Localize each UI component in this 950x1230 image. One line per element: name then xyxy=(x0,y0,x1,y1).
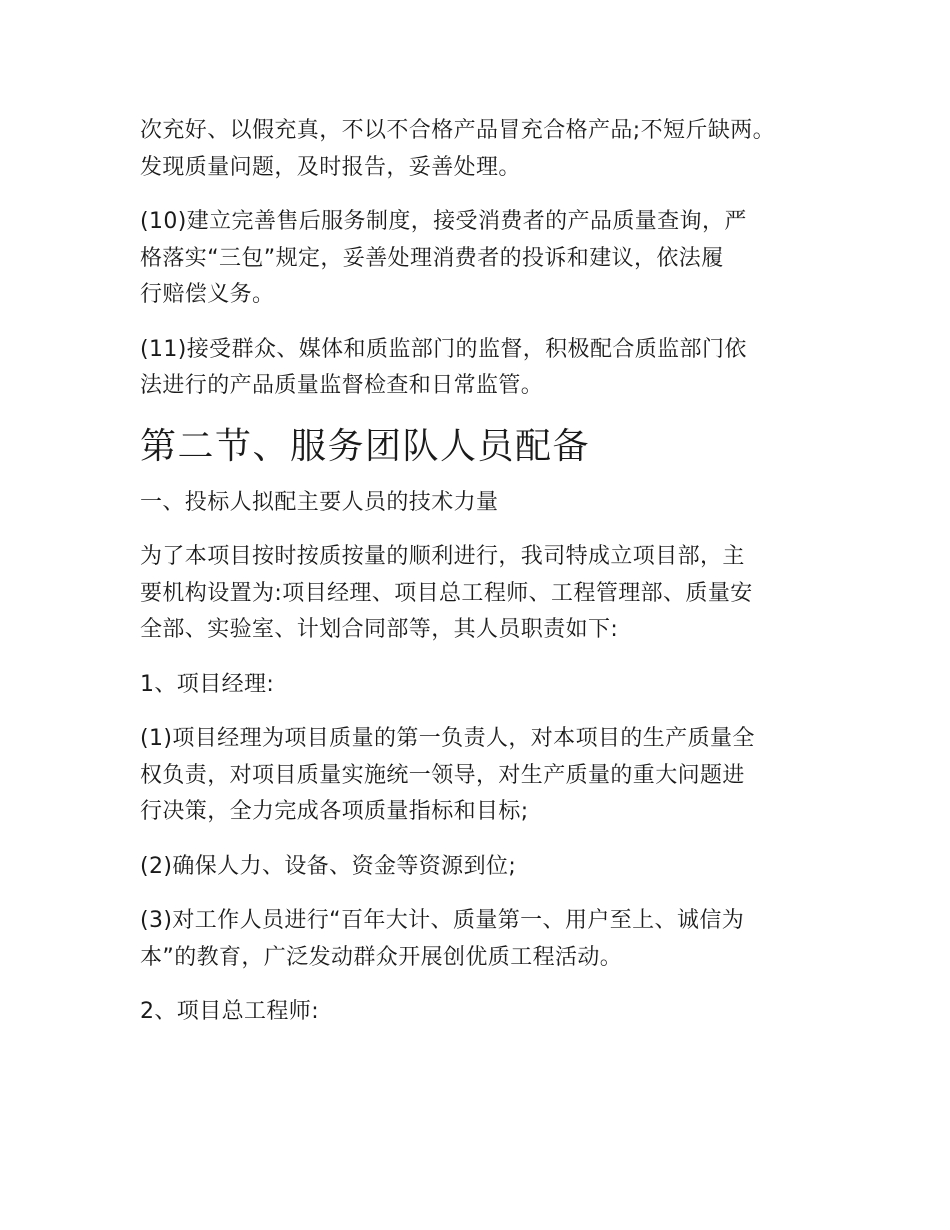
text-line: 发现质量问题，及时报告，妥善处理。 xyxy=(140,154,521,180)
text-line: 一、投标人拟配主要人员的技术力量 xyxy=(140,489,499,515)
text-line: (3)对工作人员进行“百年大计、质量第一、用户至上、诚信为 xyxy=(140,908,745,933)
paragraph-item-10 xyxy=(140,204,830,314)
text-line: 行赔偿义务。 xyxy=(140,282,275,307)
text-line: 次充好、以假充真，不以不合格产品冒充合格产品;不短斤缺两。 xyxy=(140,118,776,143)
text-line: 法进行的产品质量监督检查和日常监管。 xyxy=(140,373,544,398)
text-line: (1)项目经理为项目质量的第一负责人，对本项目的生产质量全 xyxy=(140,726,755,751)
paragraph-chief-engineer-title xyxy=(140,994,830,1031)
text-line: (10)建立完善售后服务制度，接受消费者的产品质量查询，严 xyxy=(140,209,747,234)
text-line: (2)确保人力、设备、资金等资源到位; xyxy=(140,853,517,879)
text-line: 权负责，对项目质量实施统一领导，对生产质量的重大问题进 xyxy=(140,762,745,788)
text-line: 行决策，全力完成各项质量指标和目标; xyxy=(140,799,529,824)
text-line: 为了本项目按时按质按量的顺利进行，我司特成立项目部，主 xyxy=(140,544,745,569)
text-line: 要机构设置为:项目经理、项目总工程师、工程管理部、质量安 xyxy=(140,580,753,606)
paragraph-item-11 xyxy=(140,332,830,405)
paragraph-subheading xyxy=(140,485,830,522)
text-line: 格落实“三包”规定，妥善处理消费者的投诉和建议，依法履 xyxy=(140,245,724,271)
text-line: (11)接受群众、媒体和质监部门的监督，积极配合质监部门依 xyxy=(140,336,747,362)
text-line: 1、项目经理: xyxy=(140,671,275,697)
text-line: 全部、实验室、计划合同部等，其人员职责如下: xyxy=(140,617,619,642)
document-page xyxy=(140,113,830,1049)
paragraph-project-department xyxy=(140,539,830,649)
paragraph-manager-duty-1 xyxy=(140,721,830,831)
section-heading: 第二节、服务团队人员配备 xyxy=(140,425,591,467)
paragraph-manager-duty-2 xyxy=(140,849,830,886)
paragraph-project-manager-title xyxy=(140,667,830,704)
text-line: 2、项目总工程师: xyxy=(140,999,320,1024)
text-line: 本”的教育，广泛发动群众开展创优质工程活动。 xyxy=(140,944,623,970)
paragraph-quality-commitment xyxy=(140,113,830,186)
paragraph-manager-duty-3 xyxy=(140,903,830,976)
